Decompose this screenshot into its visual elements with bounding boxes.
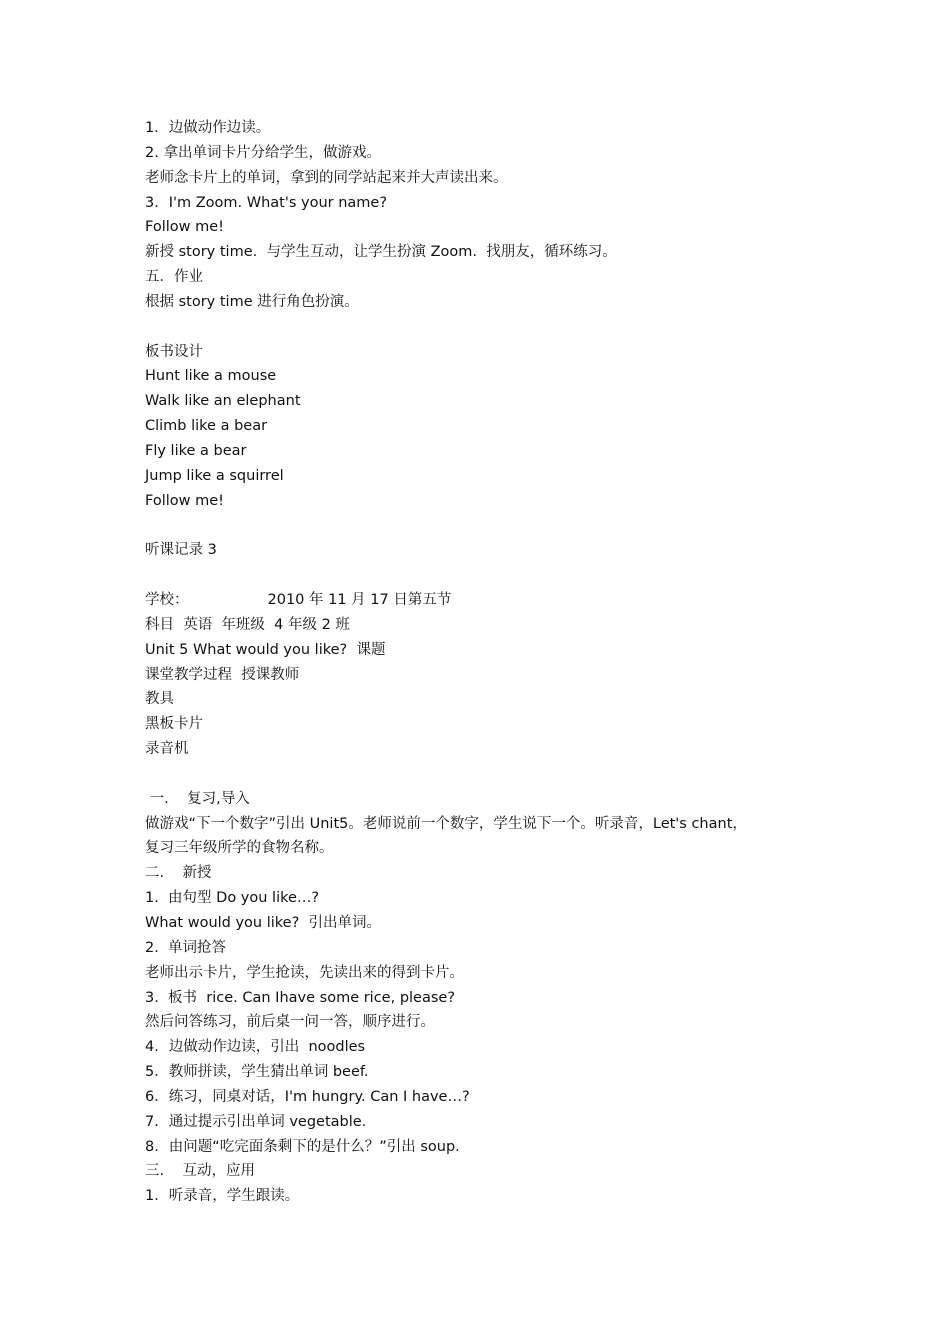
text-line: 老师念卡片上的单词，拿到的同学站起来并大声读出来。 <box>145 169 508 186</box>
section-heading-review: 一. 复习,导入 <box>145 790 250 807</box>
section-heading-interaction: 三. 互动，应用 <box>145 1163 256 1180</box>
text-line: 5．教师拼读，学生猜出单词 beef. <box>145 1064 369 1081</box>
section-heading-new: 二. 新授 <box>145 865 212 882</box>
text-line: 1. 由句型 Do you like…? <box>145 890 320 907</box>
text-line: 8．由问题“吃完面条剩下的是什么？”引出 soup. <box>145 1138 460 1155</box>
text-line: 4．边做动作边读，引出 noodles <box>145 1039 366 1056</box>
text-line: 6．练习，同桌对话，I'm hungry. Can I have…? <box>145 1088 470 1105</box>
text-line: 7．通过提示引出单词 vegetable. <box>145 1113 367 1130</box>
blank-line <box>145 514 845 539</box>
record-title: 听课记录 3 <box>145 542 217 559</box>
text-line: 3. 板书 rice. Can Ihave some rice, please? <box>145 989 456 1006</box>
process-line: 课堂教学过程 授课教师 <box>145 666 300 683</box>
school-date-line <box>145 588 845 613</box>
text-line: 新授 story time. 与学生互动，让学生扮演 Zoom. 找朋友，循环练习。 <box>145 244 617 261</box>
text-line: 根据 story time 进行角色扮演。 <box>145 293 359 310</box>
blank-line <box>145 315 845 340</box>
text-line: 做游戏“下一个数字”引出 Unit5。老师说前一个数字，学生说下一个。听录音，Let's chant， <box>145 815 747 832</box>
board-line: Walk like an elephant <box>145 393 301 410</box>
section-heading-homework: 五．作业 <box>145 269 203 286</box>
text-line: What would you like? 引出单词。 <box>145 915 381 931</box>
blank-line <box>145 762 845 787</box>
text-line: 3．I'm Zoom. What's your name? <box>145 194 388 211</box>
board-design-title: 板书设计 <box>145 343 203 360</box>
tool-item: 录音机 <box>145 741 189 758</box>
board-line: Follow me! <box>145 492 224 509</box>
blank-line <box>145 563 845 588</box>
text-line: 1．边做动作边读。 <box>145 120 271 136</box>
document-page <box>145 116 845 1209</box>
school-label: 学校： <box>145 592 189 609</box>
board-line: Fly like a bear <box>145 442 247 459</box>
text-line: Follow me! <box>145 219 224 236</box>
board-line: Climb like a bear <box>145 418 268 435</box>
text-line: 复习三年级所学的食物名称。 <box>145 840 334 857</box>
subject-line: 科目 英语 年班级 4 年级 2 班 <box>145 616 350 633</box>
board-line: Hunt like a mouse <box>145 368 277 385</box>
board-line: Jump like a squirrel <box>145 467 284 484</box>
text-line: 老师出示卡片，学生抢读，先读出来的得到卡片。 <box>145 964 464 981</box>
tool-item: 黑板卡片 <box>145 716 203 733</box>
tools-label: 教具 <box>145 691 174 708</box>
text-line: 然后问答练习，前后桌一问一答，顺序进行。 <box>145 1014 435 1031</box>
lesson-date: 2010 年 11 月 17 日第五节 <box>267 592 452 609</box>
topic-line: Unit 5 What would you like? 课题 <box>145 641 386 658</box>
text-line: 2. 单词抢答 <box>145 939 227 956</box>
text-line: 2. 拿出单词卡片分给学生，做游戏。 <box>145 144 381 161</box>
text-line: 1．听录音，学生跟读。 <box>145 1188 300 1205</box>
